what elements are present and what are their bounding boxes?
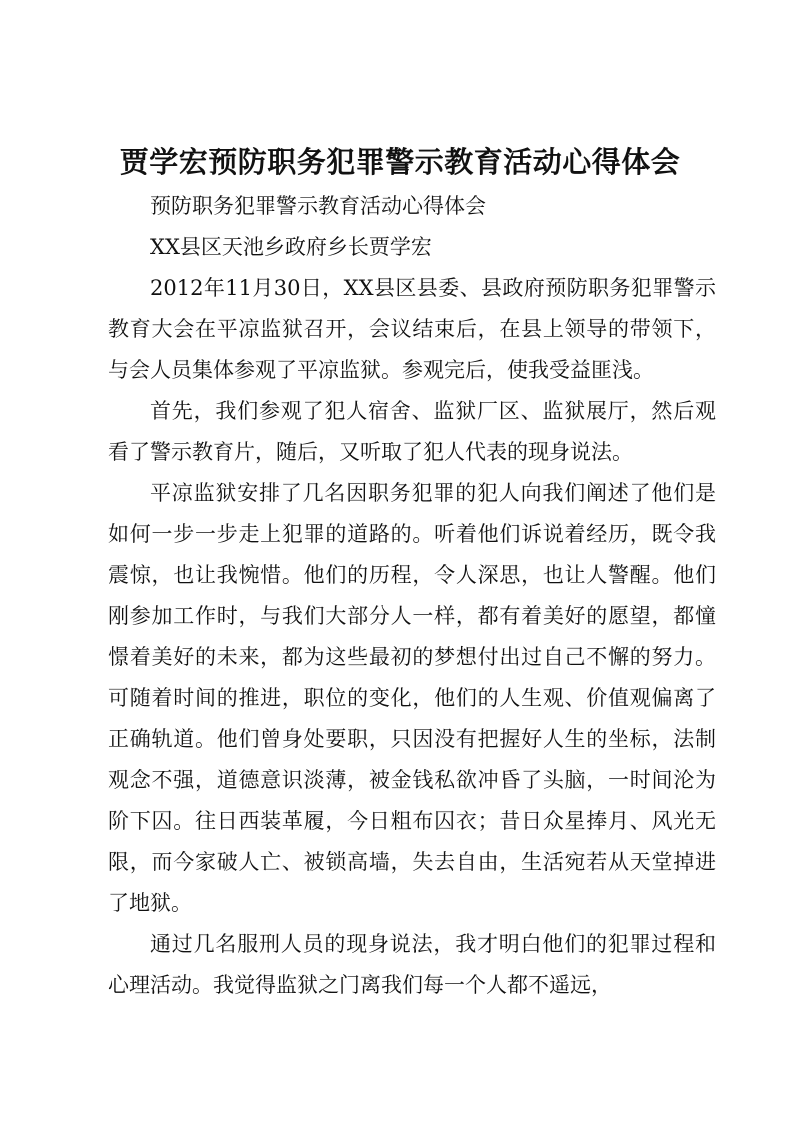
subtitle-paragraph: 预防职务犯罪警示教育活动心得体会 <box>150 194 486 218</box>
document-body <box>108 186 716 1006</box>
document-title: 贾学宏预防职务犯罪警示教育活动心得体会 <box>119 145 681 179</box>
body-paragraph: 2012年11月30日，XX县区县委、县政府预防职务犯罪警示教育大会在平凉监狱召开，会议结束后，在县上领导的带领下，与会人员集体参观了平凉监狱。参观完后，使我受益匪浅。 <box>108 276 716 382</box>
body-paragraph: 平凉监狱安排了几名因职务犯罪的犯人向我们阐述了他们是如何一步一步走上犯罪的道路的。听着他们诉说着经历，既令我震惊，也让我惋惜。他们的历程，令人深思，也让人警醒。他们刚参加工作时，与我们大部分人一样，都有着美好的愿望，都憧憬着美好的未来，都为这些最初的梦想付出过自己不懈的努力。可随着时间的推进，职位的变化，他们的人生观、价值观偏离了正确轨道。他们曾身处要职，只因没有把握好人生的坐标，法制观念不强，道德意识淡薄，被金钱私欲冲昏了头脑，一时间沦为阶下囚。往日西装革履，今日粗布囚衣；昔日众星捧月、风光无限，而今家破人亡、被锁高墙，失去自由，生活宛若从天堂掉进了地狱。 <box>108 481 716 915</box>
body-paragraph: 首先，我们参观了犯人宿舍、监狱厂区、监狱展厅，然后观看了警示教育片，随后，又听取了犯人代表的现身说法。 <box>108 399 716 464</box>
body-paragraph: 通过几名服刑人员的现身说法，我才明白他们的犯罪过程和心理活动。我觉得监狱之门离我们每一个人都不遥远， <box>108 932 716 997</box>
author-paragraph: XX县区天池乡政府乡长贾学宏 <box>150 235 432 259</box>
